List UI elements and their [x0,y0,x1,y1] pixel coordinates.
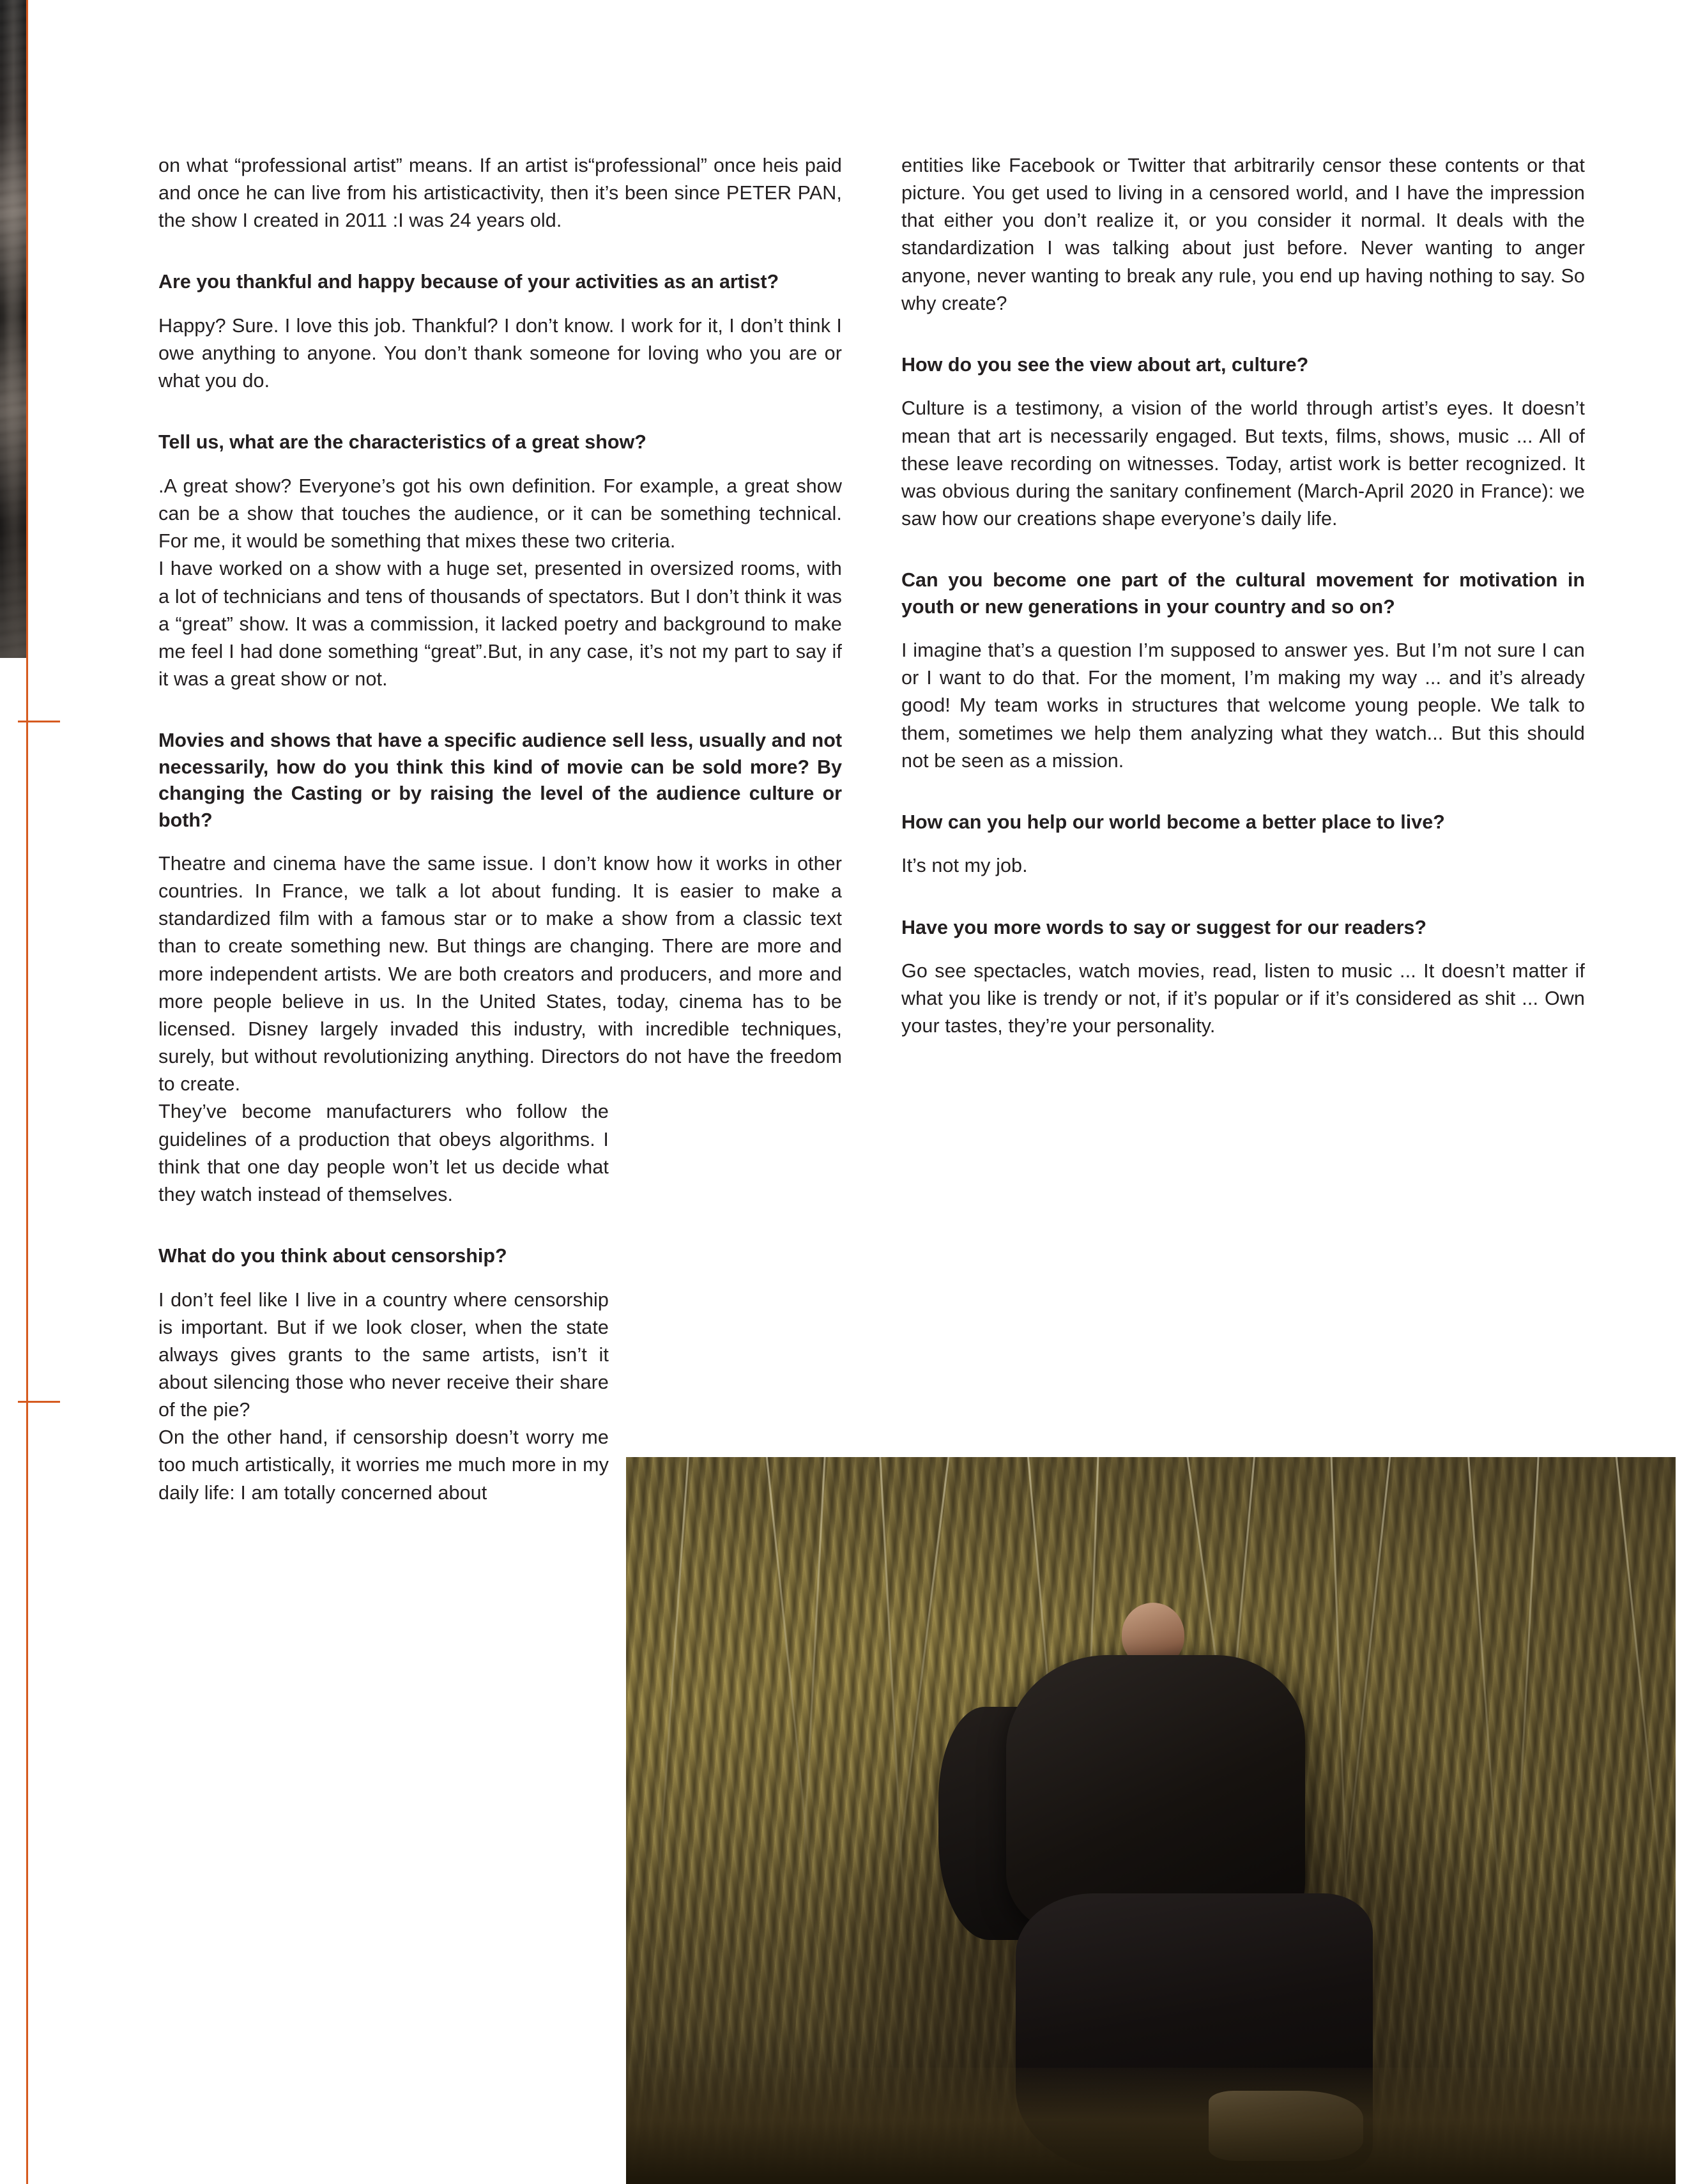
left-column [158,152,842,1507]
paragraph-continued: entities like Facebook or Twitter that arbitrarily censor these contents or that picture. You get used to living in a censored world, and I have the impression that either you don’t realize it, or you consider it normal. It deals with the standardization I was talking about just before. Never wanting to anger anyone, never wanting to break any rule, you end up having nothing to say. So why create? [901,155,1585,314]
question-heading: How can you help our world become a better place to live? [901,811,1445,833]
question-heading: How do you see the view about art, culture? [901,353,1309,376]
answer-paragraph-2: I have worked on a show with a huge set, presented in oversized rooms, with a lot of technicians and tens of thousands of spectators. But I don’t think it was a “great” show. It was a commission, it lacked poetry and background to make me feel I had done something “great”.But, in any case, it’s not my part to say if it was a great show or not. [158,558,842,690]
answer-paragraph: Happy? Sure. I love this job. Thankful? I don’t know. I work for it, I don’t think I owe anything to anyone. You don’t thank someone for loving who you are or what you do. [158,314,842,392]
answer-paragraph: Go see spectacles, watch movies, read, listen to music ... It doesn’t matter if what you like is trendy or not, if it’s popular or if it’s considered as shit ... Own your tastes, they’re your personality. [901,960,1585,1037]
question-heading: What do you think about censorship? [158,1245,507,1267]
question-heading: Are you thankful and happy because of your activities as an artist? [158,271,779,293]
accent-tick-mark-2 [18,1401,60,1403]
article-photograph [626,1457,1676,2184]
answer-paragraph: .A great show? Everyone’s got his own definition. For example, a great show can be a show that touches the audience, or it can be something technical. For me, it would be something that mixes these two criteria. [158,475,842,553]
question-heading: Have you more words to say or suggest for our readers? [901,916,1427,938]
answer-paragraph: Culture is a testimony, a vision of the world through artist’s eyes. It doesn’t mean that art is necessarily engaged. But texts, films, shows, music ... All of these leave recording on witnesses. Today, artist work is better recognized. It was obvious during the sanitary confinement (March-April 2020 in France): we saw how our creations shape everyone’s daily life. [901,397,1585,530]
answer-paragraph: I imagine that’s a question I’m supposed to answer yes. But I’m not sure I can or I want to do that. For the moment, I’m making my way ... and it’s already good! My team works in structures that welcome young people. We talk to them, sometimes we help them analyzing what they watch... But this should not be seen as a mission. [901,639,1585,772]
right-column [901,152,1585,1040]
question-heading: Movies and shows that have a specific audience sell less, usually and not necessarily, how do you think this kind of movie can be sold more? By changing the Casting or by raising the level of the audience culture or both? [158,729,842,831]
answer-paragraph: It’s not my job. [901,855,1028,877]
question-heading: Tell us, what are the characteristics of a great show? [158,431,646,454]
answer-paragraph: I don’t feel like I live in a country where censorship is important. But if we look closer, when the state always gives grants to the same artists, isn’t it about silencing those who never receive their share of the pie? [158,1288,609,1421]
answer-paragraph-narrow: They’ve become manufacturers who follow the guidelines of a production that obeys algorithms. I think that one day people won’t let us decide what they watch instead of themselves. [158,1101,609,1205]
question-heading: Can you become one part of the cultural movement for motivation in youth or new generations in your country and so on? [901,569,1585,618]
answer-paragraph: Theatre and cinema have the same issue. I don’t know how it works in other countries. In France, we talk a lot about funding. It is easier to make a standardized film with a famous star or to make a show from a classic text than to create something new. But things are changing. There are more and more independent artists. We are both creators and producers, and more and more people believe in us. In the United States, today, cinema has to be licensed. Disney largely invaded this industry, with incredible techniques, surely, but without revolutionizing anything. Directors do not have the freedom to create. [158,853,842,1096]
paragraph-continued: on what “professional artist” means. If an artist is“professional” once heis paid and once he can live from his artisticactivity, then it’s been since PETER PAN, the show I created in 2011 :I was 24 years old. [158,155,842,232]
accent-tick-mark-1 [18,721,60,722]
decorative-photo-strip [0,0,27,658]
answer-paragraph-2: On the other hand, if censorship doesn’t worry me too much artistically, it worries me much more in my daily life: I am totally concerned about [158,1426,609,1504]
accent-vertical-rule [26,0,28,2184]
